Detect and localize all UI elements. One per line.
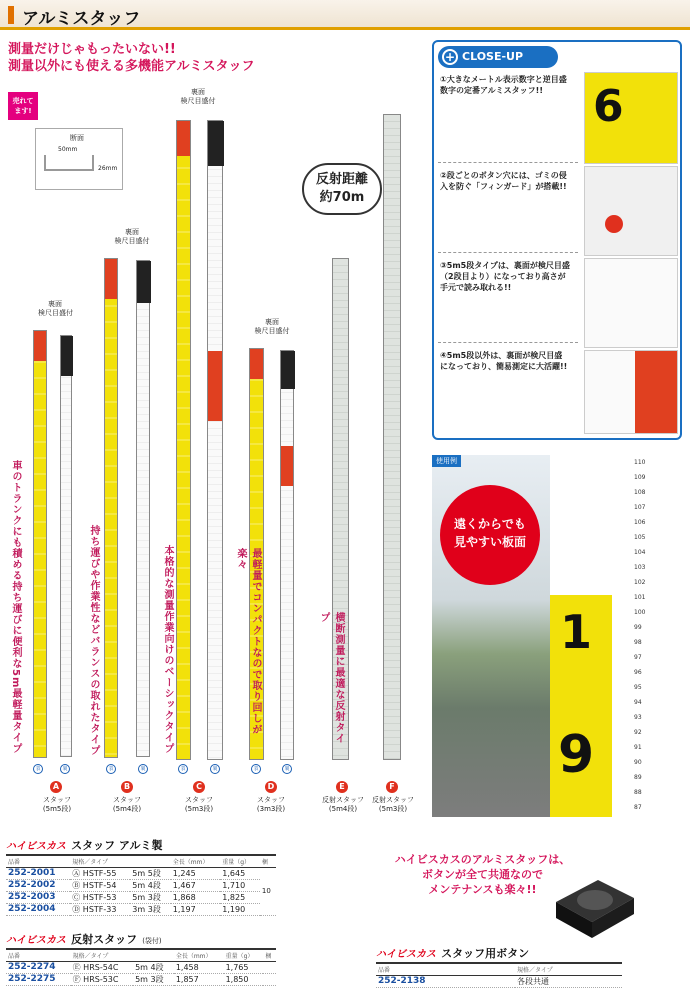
usage-photo (432, 455, 682, 817)
staff-b-tagline: 持ち運びや作業性などバランスの取れたタイプ (88, 525, 99, 756)
product-code: 252-2003 (6, 891, 70, 903)
staff-d-back-mark: 裏 (282, 764, 292, 774)
table1 (6, 856, 276, 916)
staff-c-cap (177, 121, 190, 156)
staff-a-cap (34, 331, 46, 361)
closeup-image-1 (584, 72, 678, 164)
staff-a-letter: A (50, 781, 62, 793)
staff-a-name: スタッフ (43, 796, 71, 804)
scale-label: 89 (634, 774, 642, 781)
staff-e-caption (316, 796, 370, 814)
staff-b-cap (105, 259, 117, 299)
table2-title-row (6, 928, 276, 950)
closeup-divider-1 (438, 162, 578, 163)
table3 (376, 964, 622, 988)
scale-label: 102 (634, 579, 646, 586)
product-model-name: HSTF-33 (82, 904, 117, 914)
product-length: 1,857 (174, 973, 224, 985)
product-weight: 1,850 (224, 973, 264, 985)
staff-b-letter: B (121, 781, 133, 793)
staff-c-front (176, 120, 191, 760)
scale-label: 94 (634, 699, 642, 706)
scale-label: 97 (634, 654, 642, 661)
staff-d-back (280, 350, 294, 760)
product-type: 3m 3段 (130, 903, 171, 915)
cross-section-width: 50mm (58, 146, 78, 153)
headline-2: 測量以外にも使える多機能アルミスタッフ (8, 59, 255, 74)
product-length: 1,467 (171, 879, 220, 891)
closeup-image-4-red (635, 351, 678, 434)
closeup-image-4 (584, 350, 678, 434)
button-knob (577, 890, 613, 910)
promo-line1: ハイビスカスのアルミスタッフは、 (394, 853, 571, 866)
staff-a-back-cap (61, 336, 73, 376)
headline-1: 測量だけじゃもったいない!! (8, 42, 176, 57)
staff-f-caption (366, 796, 420, 814)
table2-title: 反射スタッフ (71, 933, 138, 946)
scale-label: 101 (634, 594, 646, 601)
staff-d-caption (244, 796, 298, 814)
table3-header-code: 品番 (376, 964, 515, 975)
badge-line2: ます! (14, 107, 32, 115)
product-model (70, 891, 130, 903)
staff-d-back-red (281, 446, 293, 486)
staff-c-tagline: 本格的な測量作業向けのベーシックタイプ (162, 545, 173, 754)
staff-e-letter: E (336, 781, 348, 793)
product-weight: 1,825 (220, 891, 260, 903)
product-table-reflect (6, 928, 276, 986)
product-type: 5m 3段 (133, 973, 174, 985)
table2-header-weight: 重量（g） (224, 950, 264, 961)
product-length: 1,868 (171, 891, 220, 903)
photo-scale (634, 455, 656, 817)
closeup-title: CLOSE-UP (462, 50, 524, 63)
promo-line2: ボタンが全て共通なので (422, 868, 543, 881)
bubble-line1: 遠くからでも (454, 517, 526, 531)
staff-a-back (60, 335, 72, 757)
scale-label: 105 (634, 534, 646, 541)
page-title: アルミスタッフ (22, 9, 141, 29)
table2-header-length: 全長（mm） (174, 950, 224, 961)
product-length: 1,197 (171, 903, 220, 915)
product-weight: 1,765 (224, 961, 264, 973)
table-row (6, 961, 276, 973)
table2-header-blank (133, 950, 174, 961)
scale-label: 92 (634, 729, 642, 736)
scale-label: 110 (634, 459, 646, 466)
table2-header-spec: 規格／タイプ (71, 950, 133, 961)
product-model (70, 903, 130, 915)
staff-a-front-mark: 表 (33, 764, 43, 774)
title-bar (0, 0, 690, 30)
table1-header-spec: 規格／タイプ (70, 856, 130, 867)
staff-a-back-mark: 裏 (60, 764, 70, 774)
product-mark: Ⓐ (72, 868, 81, 878)
scale-label: 95 (634, 684, 642, 691)
table1-brand: ハイビスカス (6, 841, 66, 852)
product-code: 252-2275 (6, 973, 71, 985)
product-pack (263, 961, 276, 973)
staff-b-name: スタッフ (113, 796, 141, 804)
product-type: 5m 4段 (133, 961, 174, 973)
table-row (376, 975, 622, 987)
photo-tag: 使用例 (432, 455, 461, 467)
staff-a-spec: (5m5段) (42, 805, 72, 813)
bubble-line2: 見やすい板面 (453, 535, 526, 549)
product-type: 5m 3段 (130, 891, 171, 903)
staff-b-front (104, 258, 118, 758)
table-row (6, 867, 276, 879)
product-weight: 1,190 (220, 903, 260, 915)
button-icon (605, 215, 623, 233)
staff-b-back-mark: 裏 (138, 764, 148, 774)
staff-a-tagline: 車のトランクにも積める持ち運びに便利な5m最軽量タイプ (10, 460, 21, 755)
scale-label: 98 (634, 639, 642, 646)
closeup-image-2 (584, 166, 678, 256)
closeup-divider-3 (438, 342, 578, 343)
staff-b-back (136, 260, 150, 757)
product-code: 252-2274 (6, 961, 71, 973)
scale-label: 96 (634, 669, 642, 676)
table2-header-code: 品番 (6, 950, 71, 961)
product-table-aluminum (6, 834, 276, 916)
staff-c-back-red (208, 351, 222, 421)
scale-label: 87 (634, 804, 642, 811)
product-mark: Ⓒ (72, 892, 81, 902)
reflect-line2: 約70m (319, 190, 365, 205)
product-mark: Ⓕ (72, 974, 81, 984)
product-model-name: HRS-54C (83, 962, 119, 972)
staff-c-spec: (5m3段) (184, 805, 214, 813)
table1-header-weight: 重量（g） (220, 856, 260, 867)
scale-label: 103 (634, 564, 646, 571)
product-length: 1,458 (174, 961, 224, 973)
staff-d-cap (250, 349, 263, 379)
table2-header-pack: 梱 (263, 950, 276, 961)
staff-a-front (33, 330, 47, 758)
table2-sub: (袋付) (142, 937, 162, 945)
table1-header-blank (130, 856, 171, 867)
scale-label: 107 (634, 504, 646, 511)
table1-header-pack: 梱 (260, 856, 276, 867)
scale-label: 99 (634, 624, 642, 631)
title-accent (8, 6, 14, 24)
table2 (6, 950, 276, 986)
staff-f (383, 114, 401, 760)
staff-e-name: 反射スタッフ (322, 796, 364, 804)
staff-f-spec: (5m3段) (378, 805, 408, 813)
staff-c-back-mark: 裏 (210, 764, 220, 774)
photo-bubble (440, 485, 540, 585)
product-length: 1,245 (171, 867, 220, 879)
scale-label: 104 (634, 549, 646, 556)
product-model-name: HSTF-55 (82, 868, 117, 878)
scale-label: 100 (634, 609, 646, 616)
staff-c-back-label: 裏面 検尺目盛付 (180, 88, 216, 105)
staff-c-back-cap (208, 121, 224, 166)
cross-section-height: 26mm (98, 165, 118, 172)
scale-label: 108 (634, 489, 646, 496)
product-model (70, 867, 130, 879)
product-model-name: HRS-53C (83, 974, 119, 984)
table3-brand: ハイビスカス (376, 949, 436, 960)
staff-a-back-label: 裏面 検尺目盛付 (38, 300, 73, 317)
plus-icon: + (442, 49, 458, 65)
closeup-header (438, 46, 558, 68)
product-mark: Ⓔ (72, 962, 81, 972)
staff-d-back-cap (281, 351, 295, 389)
closeup-item-1: ①大きなメートル表示数字と逆目盛数字の定番アルミスタッフ!! (440, 75, 567, 95)
product-type: 各段共通 (515, 975, 622, 987)
product-pack: 10 (260, 867, 276, 915)
product-pack (263, 973, 276, 985)
staff-d-front-mark: 表 (251, 764, 261, 774)
staff-c-caption (172, 796, 226, 814)
staff-f-letter: F (386, 781, 398, 793)
scale-label: 90 (634, 759, 642, 766)
table-row (6, 891, 276, 903)
product-mark: Ⓑ (72, 880, 81, 890)
staff-d-letter: D (265, 781, 277, 793)
product-code: 252-2001 (6, 867, 70, 879)
staff-button-image (548, 872, 638, 942)
closeup-image-1-digit: 6 (593, 81, 624, 132)
reflect-distance-badge (302, 163, 382, 215)
product-model-name: HSTF-53 (82, 892, 117, 902)
cross-section-shape (44, 155, 94, 171)
staff-b-back-label: 裏面 検尺目盛付 (114, 228, 150, 245)
product-type: 5m 5段 (130, 867, 171, 879)
product-table-button (376, 942, 622, 988)
product-code: 252-2138 (376, 975, 515, 987)
staff-c-name: スタッフ (185, 796, 213, 804)
staff-c-front-mark: 表 (178, 764, 188, 774)
product-model-name: HSTF-54 (82, 880, 117, 890)
product-model (71, 961, 133, 973)
table3-title: スタッフ用ボタン (441, 947, 530, 960)
staff-a-caption (30, 796, 84, 814)
product-weight: 1,710 (220, 879, 260, 891)
product-weight: 1,645 (220, 867, 260, 879)
scale-label: 91 (634, 744, 642, 751)
staff-e-tagline: 横断測量に最適な反射タイプ (318, 612, 344, 744)
staff-d-name: スタッフ (257, 796, 285, 804)
staff-e-spec: (5m4段) (328, 805, 358, 813)
table3-header-type: 規格／タイプ (515, 964, 622, 975)
table-row (6, 903, 276, 915)
staff-c-letter: C (193, 781, 205, 793)
staff-f-name: 反射スタッフ (372, 796, 414, 804)
staff-b-front-mark: 表 (106, 764, 116, 774)
scale-label: 93 (634, 714, 642, 721)
closeup-panel (432, 40, 682, 440)
scale-label: 106 (634, 519, 646, 526)
table1-header-code: 品番 (6, 856, 70, 867)
table1-header-length: 全長（mm） (171, 856, 220, 867)
staff-d-back-label: 裏面 検尺目盛付 (254, 318, 290, 335)
staff-c-back (207, 120, 223, 760)
scale-label: 109 (634, 474, 646, 481)
promo-line3: メンテナンスも楽々!! (428, 883, 537, 896)
table-row (6, 973, 276, 985)
photo-big-digit-1: 1 (560, 605, 593, 659)
staff-d-spec: (3m3段) (256, 805, 286, 813)
table1-title: スタッフ アルミ製 (71, 839, 163, 852)
product-code: 252-2004 (6, 903, 70, 915)
table1-title-row (6, 834, 276, 856)
product-mark: Ⓓ (72, 904, 81, 914)
closeup-image-3 (584, 258, 678, 348)
closeup-item-3: ③5m5段タイプは、裏面が検尺目盛（2段目より）になっており高さが手元で読み取れる!! (440, 261, 570, 292)
closeup-item-4: ④5m5段以外は、裏面が検尺目盛になっており、簡易測定に大活躍!! (440, 351, 568, 371)
reflect-line1: 反射距離 (315, 172, 368, 187)
cross-section-diagram (35, 128, 123, 190)
cross-section-label: 断面 (70, 134, 84, 142)
product-model (70, 879, 130, 891)
staff-b-caption (100, 796, 154, 814)
badge-line1: 売れて (12, 97, 34, 105)
table2-brand: ハイビスカス (6, 935, 66, 946)
closeup-divider-2 (438, 252, 578, 253)
staff-b-spec: (5m4段) (112, 805, 142, 813)
staff-b-back-cap (137, 261, 151, 303)
scale-label: 88 (634, 789, 642, 796)
product-model (71, 973, 133, 985)
closeup-item-2: ②段ごとのボタン穴には、ゴミの侵入を防ぐ「フィンガード」が搭載!! (440, 171, 567, 191)
bestseller-badge (8, 92, 38, 120)
product-type: 5m 4段 (130, 879, 171, 891)
product-code: 252-2002 (6, 879, 70, 891)
photo-big-digit-9: 9 (558, 725, 595, 785)
table3-title-row (376, 942, 622, 964)
table-row (6, 879, 276, 891)
staff-d-tagline: 最軽量でコンパクトなので取り回しが楽々 (235, 548, 261, 735)
